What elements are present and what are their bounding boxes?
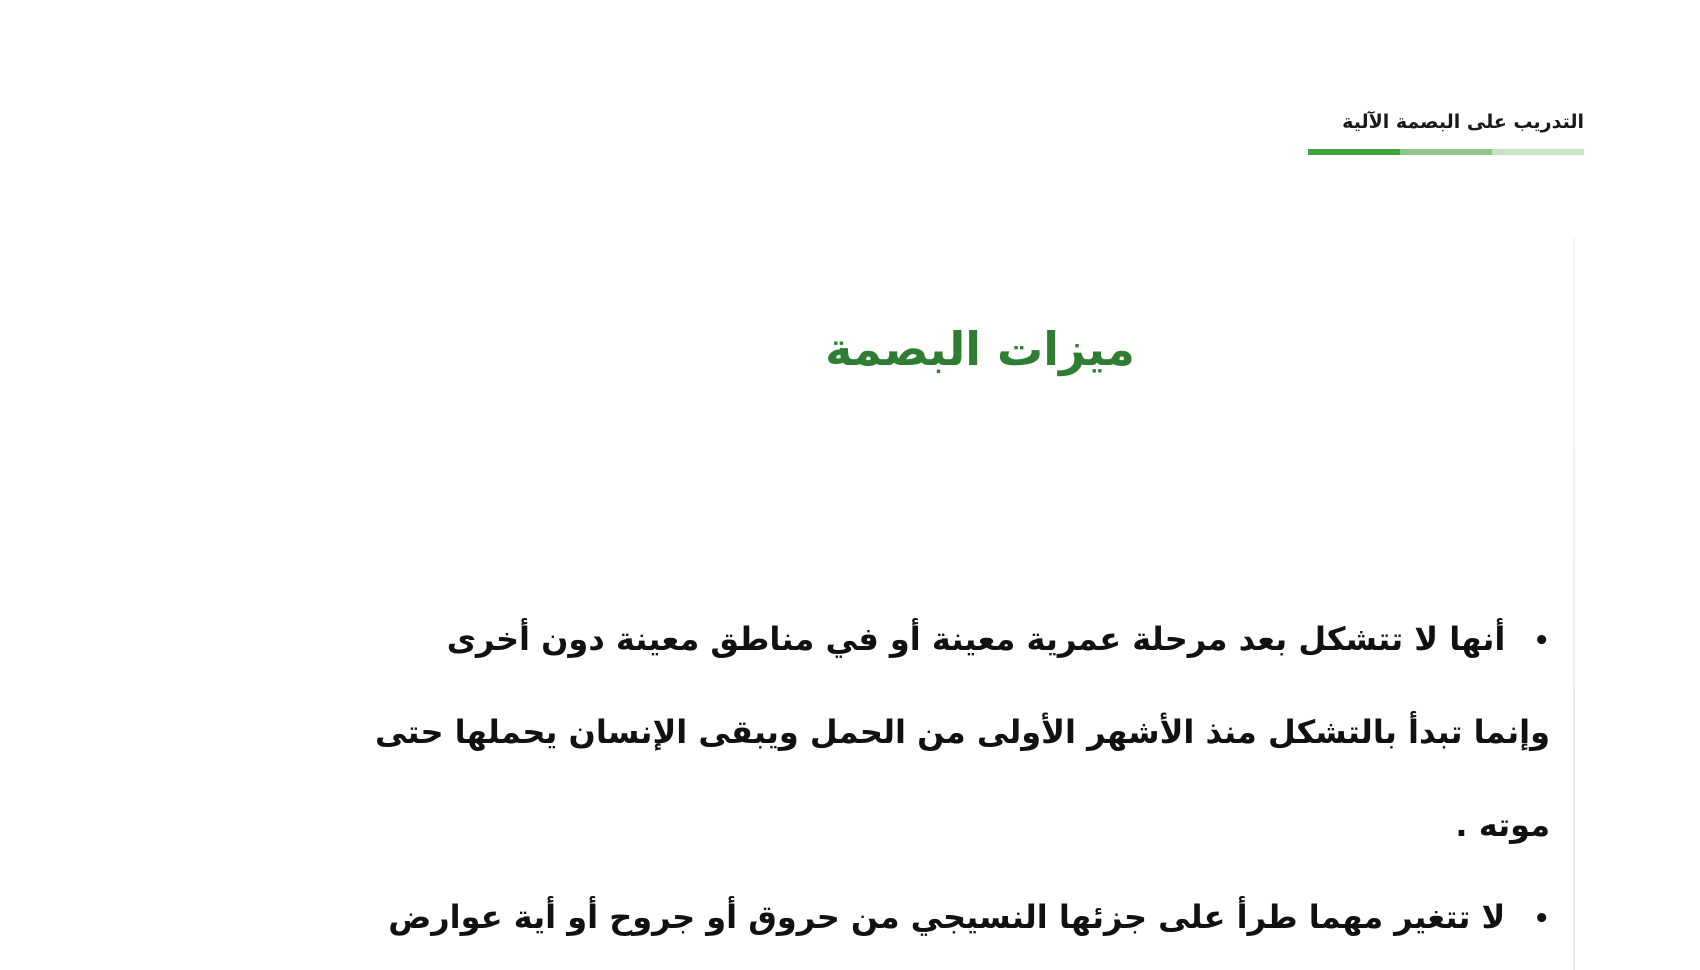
header-rule-segment-mid [1400, 149, 1492, 155]
header-rule-segment-dark [1308, 149, 1400, 155]
bullet-item-2-line-1 [240, 898, 1550, 936]
bullet-item-1-line-2: وإنما تبدأ بالتشكل منذ الأشهر الأولى من الحمل ويبقى الإنسان يحملها حتى [375, 713, 1550, 751]
bullet-item-1-line-3: موته . [1455, 806, 1550, 844]
header-rule [1308, 149, 1584, 155]
section-title: ميزات البصمة [825, 322, 1135, 376]
bullet-item-1-line-1 [240, 620, 1550, 658]
bullet-text: أنها لا تتشكل بعد مرحلة عمرية معينة أو في مناطق معينة دون أخرى [446, 620, 1506, 658]
bullet-icon: • [1533, 904, 1550, 934]
bullet-icon: • [1533, 626, 1550, 656]
bullet-text: لا تتغير مهما طرأ على جزئها النسيجي من حروق أو جروح أو أية عوارض [388, 898, 1506, 936]
page-margin-rule [1573, 238, 1575, 970]
header-rule-segment-light [1492, 149, 1584, 155]
running-header-title: التدريب على البصمة الآلية [1342, 111, 1584, 133]
